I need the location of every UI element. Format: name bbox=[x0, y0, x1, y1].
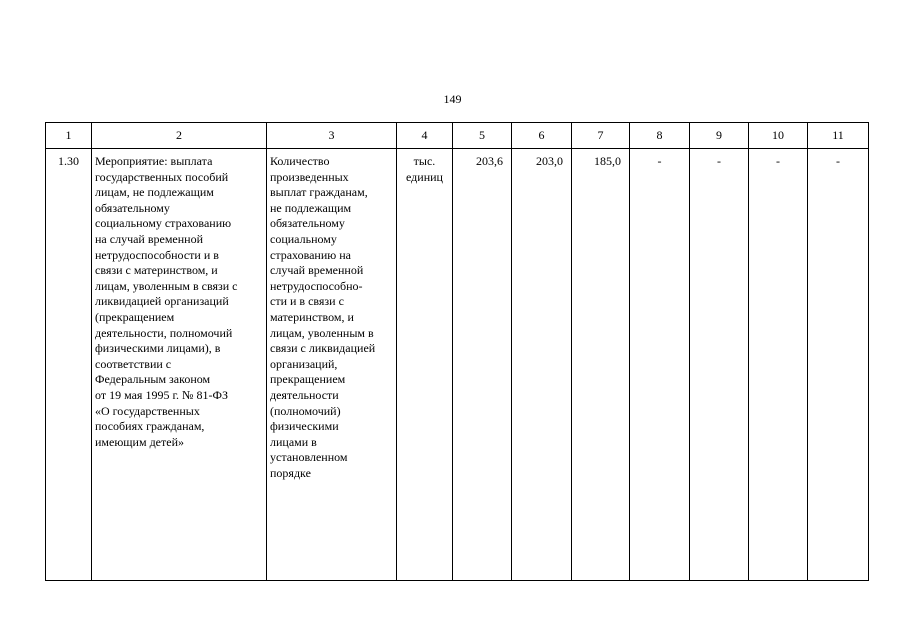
text-line: нетрудоспособно- bbox=[270, 278, 363, 293]
table-row bbox=[46, 149, 869, 581]
text-line: Количество bbox=[270, 154, 330, 168]
header-cell-1: 1 bbox=[46, 123, 92, 149]
text-line: материнством, и bbox=[270, 309, 354, 324]
text-line: пособиях гражданам, bbox=[95, 419, 205, 434]
indicator-description-text bbox=[270, 154, 393, 481]
header-cell-9: 9 bbox=[690, 123, 749, 149]
header-row bbox=[46, 123, 869, 149]
text-line: «О государственных bbox=[95, 403, 200, 418]
text-line: прекращением bbox=[270, 372, 346, 387]
event-description-text bbox=[95, 154, 263, 450]
header-cell-11: 11 bbox=[808, 123, 869, 149]
indicator-description-cell bbox=[267, 149, 397, 581]
text-line: физическими bbox=[270, 419, 339, 434]
text-line: выплат гражданам, bbox=[270, 185, 368, 200]
text-line: лицами в bbox=[270, 434, 317, 449]
header-cell-8: 8 bbox=[630, 123, 690, 149]
value-cell-7: 185,0 bbox=[572, 149, 630, 581]
text-line: социальному bbox=[270, 231, 337, 246]
text-line: государственных пособий bbox=[95, 169, 229, 184]
text-line: тыс. bbox=[413, 154, 436, 168]
value-cell-8: - bbox=[630, 149, 690, 581]
unit-cell bbox=[397, 149, 453, 581]
text-line: (полномочий) bbox=[270, 403, 341, 418]
text-line: деятельности bbox=[270, 387, 339, 402]
text-line: случай временной bbox=[270, 263, 364, 278]
text-line: связи с материнством, и bbox=[95, 263, 218, 278]
text-line: имеющим детей» bbox=[95, 434, 184, 449]
text-line: произведенных bbox=[270, 169, 349, 184]
value-cell-11: - bbox=[808, 149, 869, 581]
value-cell-9: - bbox=[690, 149, 749, 581]
text-line: физическими лицами), в bbox=[95, 341, 221, 356]
text-line: Федеральным законом bbox=[95, 372, 211, 387]
header-cell-5: 5 bbox=[453, 123, 512, 149]
text-line: лицам, уволенным в связи с bbox=[95, 278, 238, 293]
text-line: социальному страхованию bbox=[95, 216, 232, 231]
text-line: деятельности, полномочий bbox=[95, 325, 233, 340]
text-line: единиц bbox=[406, 169, 443, 184]
text-line: соответствии с bbox=[95, 356, 172, 371]
text-line: страхованию на bbox=[270, 247, 351, 262]
text-line: не подлежащим bbox=[270, 200, 352, 215]
text-line: установленном bbox=[270, 450, 348, 465]
row-number-cell: 1.30 bbox=[46, 149, 92, 581]
header-cell-10: 10 bbox=[749, 123, 808, 149]
text-line: лицам, не подлежащим bbox=[95, 185, 214, 200]
text-line: лицам, уволенным в bbox=[270, 325, 374, 340]
value-cell-6: 203,0 bbox=[512, 149, 572, 581]
text-line: обязательному bbox=[270, 216, 345, 231]
header-cell-2: 2 bbox=[92, 123, 267, 149]
page-number: 149 bbox=[443, 92, 462, 106]
header-cell-7: 7 bbox=[572, 123, 630, 149]
text-line: сти и в связи с bbox=[270, 294, 344, 309]
unit-text bbox=[397, 154, 452, 185]
header-cell-3: 3 bbox=[267, 123, 397, 149]
value-cell-10: - bbox=[749, 149, 808, 581]
text-line: от 19 мая 1995 г. № 81-ФЗ bbox=[95, 387, 228, 402]
text-line: порядке bbox=[270, 465, 311, 480]
text-line: Мероприятие: выплата bbox=[95, 154, 213, 168]
text-line: (прекращением bbox=[95, 309, 175, 324]
text-line: нетрудоспособности и в bbox=[95, 247, 219, 262]
header-cell-4: 4 bbox=[397, 123, 453, 149]
text-line: организаций, bbox=[270, 356, 338, 371]
text-line: обязательному bbox=[95, 200, 170, 215]
header-cell-6: 6 bbox=[512, 123, 572, 149]
text-line: связи с ликвидацией bbox=[270, 341, 376, 356]
data-table bbox=[45, 122, 869, 581]
text-line: ликвидацией организаций bbox=[95, 294, 229, 309]
text-line: на случай временной bbox=[95, 231, 204, 246]
value-cell-5: 203,6 bbox=[453, 149, 512, 581]
event-description-cell bbox=[92, 149, 267, 581]
